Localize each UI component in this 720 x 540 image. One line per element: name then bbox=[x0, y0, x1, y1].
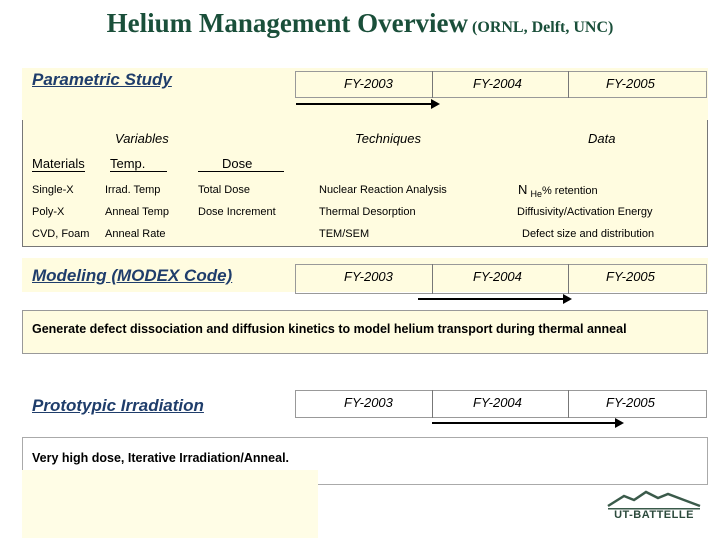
timeline-arrow bbox=[432, 422, 622, 424]
material-cell: Poly-X bbox=[32, 206, 65, 218]
fy-label: FY-2004 bbox=[473, 269, 522, 284]
page-title bbox=[0, 8, 720, 39]
fy-label: FY-2005 bbox=[606, 269, 655, 284]
prototypic-band bbox=[22, 470, 318, 538]
temp-cell: Anneal Temp bbox=[105, 206, 170, 218]
variables-header: Variables bbox=[115, 131, 169, 146]
data-header: Data bbox=[588, 131, 616, 146]
title-main: Helium Management Overview bbox=[106, 8, 469, 38]
technique-cell: Thermal Desorption bbox=[319, 206, 416, 218]
fy-label: FY-2003 bbox=[344, 395, 393, 410]
temp-subheader: Temp. bbox=[110, 156, 167, 172]
fy-label: FY-2005 bbox=[606, 395, 655, 410]
logo-text: UT-BATTELLE bbox=[614, 509, 694, 521]
prototypic-title[interactable]: Prototypic Irradiation bbox=[32, 396, 204, 415]
fy-label: FY-2003 bbox=[344, 269, 393, 284]
technique-cell: Nuclear Reaction Analysis bbox=[319, 184, 447, 196]
modeling-title[interactable]: Modeling (MODEX Code) bbox=[32, 266, 233, 285]
material-cell: CVD, Foam bbox=[32, 228, 90, 240]
fy-label: FY-2005 bbox=[606, 76, 655, 91]
dose-cell: Total Dose bbox=[198, 184, 250, 196]
data-cell: N $_{He}$% retention bbox=[518, 182, 598, 200]
fy-label: FY-2004 bbox=[473, 76, 522, 91]
materials-subheader: Materials bbox=[32, 156, 85, 171]
temp-cell: Anneal Rate bbox=[105, 228, 166, 240]
temp-cell: Irrad. Temp bbox=[105, 184, 161, 196]
parametric-study-title[interactable]: Parametric Study bbox=[32, 70, 172, 89]
title-subtitle: (ORNL, Delft, UNC) bbox=[472, 19, 614, 36]
data-cell: Diffusivity/Activation Energy bbox=[517, 206, 653, 218]
prototypic-description: Very high dose, Iterative Irradiation/Anneal. bbox=[32, 451, 290, 465]
technique-cell: TEM/SEM bbox=[319, 228, 370, 240]
techniques-header: Techniques bbox=[355, 131, 422, 146]
fy-label: FY-2004 bbox=[473, 395, 522, 410]
dose-subheader: Dose bbox=[198, 156, 284, 172]
timeline-arrow bbox=[418, 298, 570, 300]
material-cell: Single-X bbox=[32, 184, 74, 196]
data-cell: Defect size and distribution bbox=[522, 228, 655, 240]
timeline-arrow bbox=[296, 103, 438, 105]
fy-label: FY-2003 bbox=[344, 76, 393, 91]
ut-battelle-logo bbox=[606, 486, 702, 526]
dose-cell: Dose Increment bbox=[198, 206, 276, 218]
modeling-description: Generate defect dissociation and diffusion kinetics to model helium transport during thermal anneal bbox=[32, 322, 627, 336]
